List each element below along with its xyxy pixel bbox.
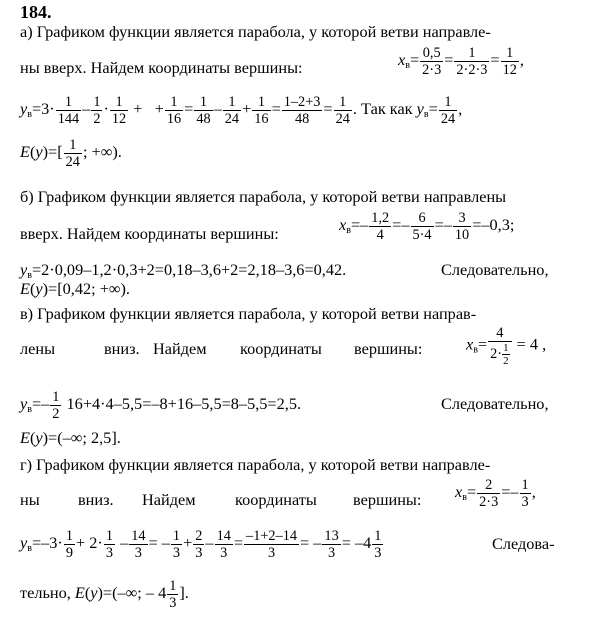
mini-fraction — [502, 342, 510, 367]
range-post: ; +∞). — [82, 142, 122, 162]
problem-number: 184. — [20, 2, 52, 22]
var-y: y — [20, 99, 28, 119]
den: 16 — [166, 111, 182, 127]
calc: 16+4·4–5,5=–8+16–5,5=8–5,5=2,5. — [66, 394, 302, 414]
d-w5: вершины: — [353, 490, 422, 509]
den: 2 — [93, 111, 101, 127]
fraction — [369, 210, 391, 243]
den: 5·4 — [412, 227, 432, 243]
sub-v: в — [473, 344, 478, 356]
num: 1 — [334, 94, 352, 111]
sub-v: в — [346, 225, 351, 237]
var-y: y — [20, 394, 28, 414]
range-pre: )=(–∞; – 4 — [97, 583, 167, 603]
num: 14 — [131, 528, 146, 544]
den: 9 — [65, 545, 74, 561]
hence-2: тельно, — [20, 583, 71, 603]
num: 1 — [374, 528, 382, 544]
den: 2 — [52, 406, 60, 422]
num: 1 — [501, 45, 519, 62]
den: 3 — [134, 545, 142, 561]
den: 3 — [220, 545, 228, 561]
eq: = – — [300, 533, 322, 553]
sub-v: в — [27, 270, 32, 281]
d-w2: вниз. — [78, 490, 114, 509]
b-line-2 — [20, 224, 279, 243]
den: 2·3 — [479, 494, 499, 510]
c-vertex-x — [466, 325, 546, 367]
den: 3 — [327, 545, 336, 561]
c-line-1: в) Графиком функции является парабола, у которой ветви направ- — [20, 304, 477, 323]
fraction — [167, 578, 178, 611]
eq: =3· — [31, 99, 55, 119]
fraction — [91, 94, 102, 127]
fraction — [215, 528, 233, 561]
fraction — [171, 528, 182, 561]
num: 2 — [477, 477, 500, 494]
var-x: x — [466, 334, 474, 354]
sub-v: в — [462, 492, 467, 504]
num: 14 — [216, 528, 231, 544]
b-range: E(y)=[0,42; +∞). — [20, 279, 131, 298]
d-vertex-y — [20, 528, 384, 561]
den: 12 — [111, 111, 127, 127]
eq: = — [233, 533, 244, 553]
fraction — [56, 94, 81, 127]
var-y: y — [90, 583, 98, 603]
sub-v: в — [423, 109, 429, 121]
fraction — [520, 477, 531, 510]
num: 1 — [110, 94, 128, 111]
range: )=(–∞; 2,5]. — [42, 428, 121, 447]
num: 1 — [93, 94, 101, 110]
c-w5: вершины: — [354, 339, 423, 358]
eq: = — [490, 50, 500, 70]
fraction — [252, 94, 270, 127]
plus: + — [183, 533, 193, 553]
var-E: E — [20, 428, 30, 447]
fraction — [454, 45, 489, 78]
d-w4: координаты — [235, 490, 317, 509]
comma: , — [519, 50, 524, 70]
c-hence: Следовательно, — [441, 394, 549, 413]
calc: =2·0,09–1,2·0,3+2=0,18–3,6+2=2,18–3,6=0,42. — [31, 260, 347, 279]
num: 1 — [521, 477, 529, 493]
range-pre: )=[ — [42, 142, 63, 162]
fraction — [64, 137, 82, 170]
fraction — [50, 389, 61, 422]
c-w3: Найдем — [153, 339, 207, 358]
den: 4 — [376, 227, 384, 243]
var-E: E — [20, 279, 30, 298]
eq: =– — [392, 215, 410, 235]
fraction — [372, 528, 383, 561]
eq: = — [409, 50, 420, 70]
minus: – — [120, 533, 129, 553]
eq: = –4 — [341, 533, 372, 553]
fraction — [244, 528, 299, 561]
eq: = — [477, 334, 488, 354]
var-x: x — [455, 482, 463, 502]
sub-v: в — [27, 404, 32, 416]
a-vertex-x — [398, 45, 524, 78]
dot: · — [103, 99, 109, 119]
den: 3 — [521, 494, 529, 510]
num: 1–2+3 — [283, 94, 321, 110]
tail: = 4 , — [516, 334, 547, 354]
sub-v: в — [405, 60, 410, 72]
var-E: E — [74, 583, 85, 603]
d-hence-1: Следова- — [492, 534, 555, 553]
num: 1 — [439, 94, 457, 111]
d-vertex-x — [455, 477, 536, 510]
num: 3 — [453, 210, 471, 227]
c-range: E(y)=(–∞; 2,5]. — [20, 428, 121, 447]
den: 3 — [374, 545, 382, 561]
b-line-1: б) Графиком функции является парабола, у которой ветви направлены — [20, 187, 507, 206]
num: 1 — [165, 94, 183, 111]
var-y: y — [35, 142, 43, 162]
den: 3 — [105, 545, 113, 561]
den: 144 — [57, 111, 80, 127]
b-vertex-x — [339, 210, 514, 243]
c-vertex-y — [20, 389, 301, 422]
plus-term: + 2· — [76, 533, 103, 553]
num: 1 — [52, 389, 60, 405]
den: 24 — [65, 154, 80, 170]
num: 1 — [65, 528, 74, 544]
plus: + — [154, 99, 164, 119]
var-E: E — [20, 142, 30, 162]
b-hence: Следовательно, — [441, 260, 549, 279]
a-line-2-text: ны вверх. Найдем координаты вершины: — [20, 58, 303, 77]
var-y: y — [20, 533, 28, 553]
den: 2 — [503, 355, 509, 367]
fraction — [322, 528, 340, 561]
num: 1 — [252, 94, 270, 111]
fraction — [420, 45, 443, 78]
var-y: y — [416, 99, 424, 119]
num: 0,5 — [420, 45, 443, 62]
den: 24 — [335, 111, 350, 127]
var-x: x — [339, 215, 347, 235]
num: 1 — [194, 94, 212, 111]
num: 1 — [105, 528, 113, 544]
num: 1 — [56, 94, 81, 111]
d-w1: ны — [20, 490, 40, 509]
num: 1 — [503, 342, 509, 354]
fraction — [439, 94, 457, 127]
fraction — [453, 210, 471, 243]
fraction — [488, 325, 511, 367]
c-w4: координаты — [240, 339, 322, 358]
a-range: E(y)=[ $\frac{1}{24}$ ; +∞). — [20, 137, 122, 170]
den-pre: 2· — [490, 345, 503, 362]
d-w3: Найдем — [142, 490, 196, 509]
den: 12 — [502, 62, 517, 78]
plus: + — [133, 99, 143, 119]
minus: – — [205, 533, 214, 553]
eq: = — [444, 50, 454, 70]
den: 2·3 — [422, 62, 442, 78]
fraction — [194, 94, 212, 127]
var-y: y — [35, 428, 43, 447]
d-line-1: г) Графиком функции является парабола, у которой ветви направле- — [20, 455, 491, 474]
var-x: x — [398, 50, 406, 70]
eq: =– — [350, 215, 369, 235]
range-post: ]. — [179, 583, 189, 603]
var-y: y — [20, 260, 28, 279]
a-vertex-y: $y_в=3\cdot$ $\frac{1}{144}$ – $\frac{1}{2}$ · $\frac{1}{12}$ + + $\frac{1}{16}$ = $\frac{1}{48}$ – $\frac{1}{24}$ + $\frac{1}{16}$ = $\frac{1-2+3}{48}$ = $\frac{1}{24}$ . Так как $y_в=$ $\frac{1}{24}$ , — [20, 94, 463, 127]
fraction — [64, 528, 75, 561]
c-w2: вниз. — [104, 339, 140, 358]
b-line-2-text: вверх. Найдем координаты вершины: — [20, 224, 279, 243]
minus: – — [82, 99, 91, 119]
num: 6 — [411, 210, 434, 227]
den: 24 — [440, 111, 456, 127]
fraction — [104, 528, 115, 561]
eq: =–3· — [31, 533, 63, 553]
fraction — [110, 94, 128, 127]
den: 3 — [172, 545, 181, 561]
fraction — [129, 528, 147, 561]
eq: = — [466, 482, 477, 502]
a-line-1: а) Графиком функции является парабола, у которой ветви направле- — [20, 22, 491, 41]
tail: =–0,3; — [472, 215, 515, 235]
num: 1,2 — [371, 210, 390, 226]
fraction — [334, 94, 352, 127]
num: –1+2–14 — [246, 528, 298, 544]
den: 48 — [294, 111, 310, 127]
fraction — [282, 94, 323, 127]
d-range: тельно, E(y)=(–∞; – 4 $\frac{1}{3}$ ]. — [20, 578, 189, 611]
since-text: . Так как — [352, 99, 413, 119]
fraction — [223, 94, 241, 127]
num: 2 — [195, 528, 203, 544]
den: 2·2·3 — [456, 62, 488, 78]
num: 1 — [454, 45, 489, 62]
fraction — [477, 477, 500, 510]
c-w1: лены — [20, 339, 56, 358]
sub-v: в — [27, 543, 32, 555]
den: 24 — [224, 111, 240, 127]
fraction — [165, 94, 183, 127]
eq: =– — [501, 482, 519, 502]
num: 1 — [169, 578, 177, 594]
num: 1 — [223, 94, 241, 111]
num: 4 — [488, 325, 511, 342]
den: 16 — [254, 111, 269, 127]
num: 13 — [324, 528, 339, 544]
fraction — [193, 528, 204, 561]
den — [488, 342, 511, 367]
sub-v: в — [27, 109, 32, 121]
comma: , — [531, 482, 536, 502]
eq: =– — [31, 394, 50, 414]
den: 10 — [454, 227, 470, 243]
num: 1 — [64, 137, 82, 154]
den: 3 — [267, 545, 276, 561]
fraction — [411, 210, 434, 243]
den: 3 — [195, 545, 203, 561]
den: 48 — [196, 111, 211, 127]
eq: =– — [434, 215, 452, 235]
den: 3 — [169, 595, 177, 611]
eq: = – — [148, 533, 170, 553]
fraction — [501, 45, 519, 78]
var-y: y — [35, 279, 43, 298]
range: )=[0,42; +∞). — [42, 279, 131, 298]
num: 1 — [172, 528, 181, 544]
